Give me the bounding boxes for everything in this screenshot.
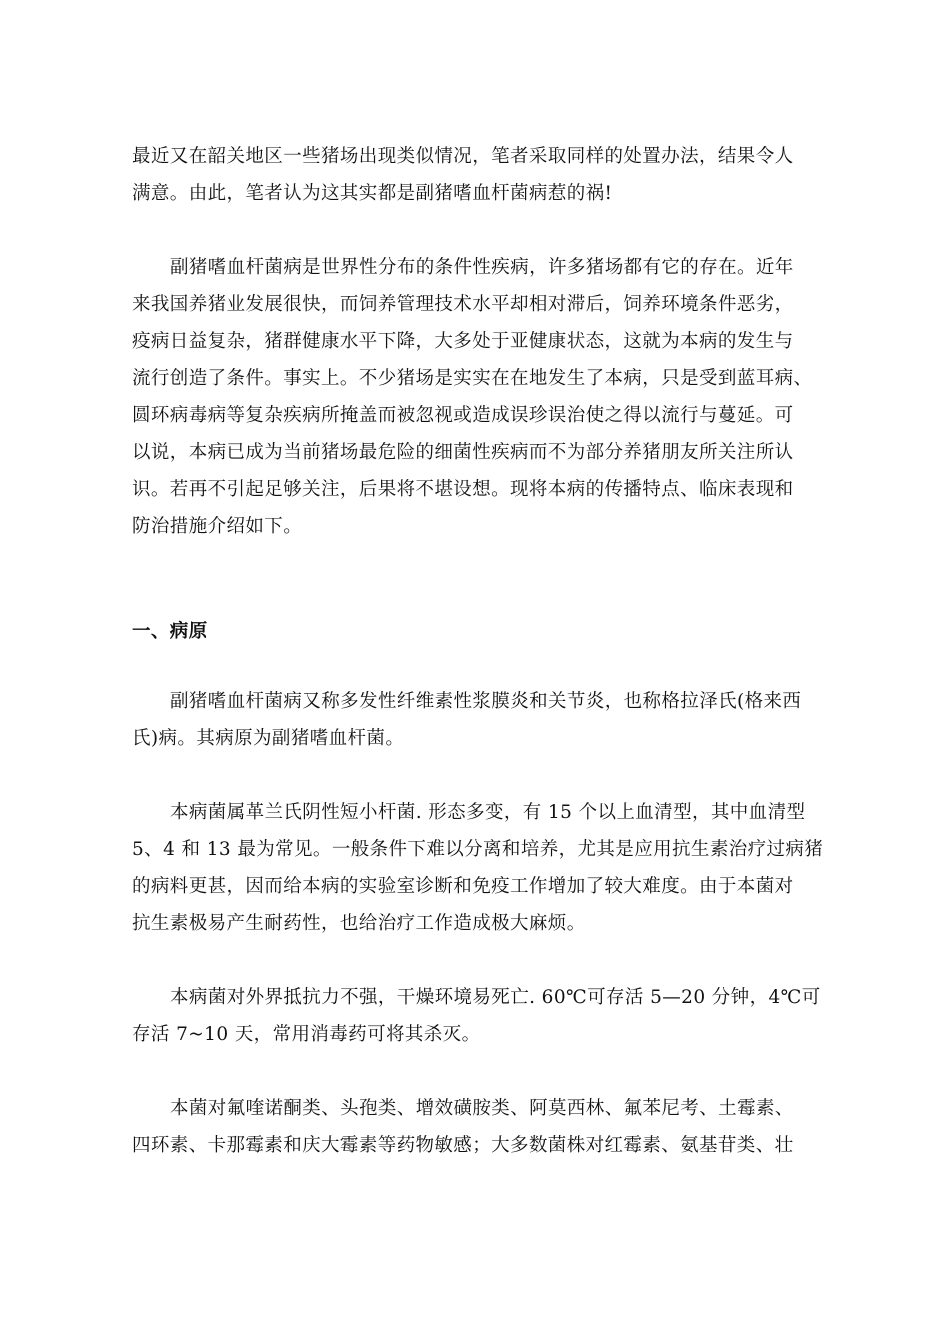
text-line: 本菌对氟喹诺酮类、头孢类、增效磺胺类、阿莫西林、氟苯尼考、土霉素、: [170, 1098, 794, 1119]
paragraph-bacteria: [132, 794, 832, 942]
text-line: 疫病日益复杂，猪群健康水平下降，大多处于亚健康状态，这就为本病的发生与: [132, 331, 794, 352]
paragraph-pathogen: [132, 683, 832, 757]
text-line: 抗生素极易产生耐药性，也给治疗工作造成极大麻烦。: [132, 913, 586, 934]
text-line: 圆环病毒病等复杂疾病所掩盖而被忽视或造成误珍误治使之得以流行与蔓延。可: [132, 405, 794, 426]
text-line: 存活 7~10 天，常用消毒药可将其杀灭。: [132, 1024, 481, 1045]
text-line: 以说，本病已成为当前猪场最危险的细菌性疾病而不为部分养猪朋友所关注所认: [132, 442, 794, 463]
paragraph-continuation: [132, 138, 832, 212]
paragraph-resistance: [132, 979, 832, 1053]
section-heading: [132, 613, 832, 650]
text-line: 四环素、卡那霉素和庆大霉素等药物敏感；大多数菌株对红霉素、氨基苷类、壮: [132, 1135, 794, 1156]
text-line: 来我国养猪业发展很快，而饲养管理技术水平却相对滞后，饲养环境条件恶劣，: [132, 294, 794, 315]
paragraph-intro: [132, 249, 832, 545]
text-line: 的病料更甚，因而给本病的实验室诊断和免疫工作增加了较大难度。由于本菌对: [132, 876, 794, 897]
text-line: 副猪嗜血杆菌病又称多发性纤维素性浆膜炎和关节炎，也称格拉泽氏(格来西: [170, 691, 802, 712]
text-line: 5、4 和 13 最为常见。一般条件下难以分离和培养，尤其是应用抗生素治疗过病猪: [132, 839, 824, 860]
text-line: 满意。由此，笔者认为这其实都是副猪嗜血杆菌病惹的祸!: [132, 183, 613, 204]
text-line: 本病菌属革兰氏阴性短小杆菌. 形态多变，有 15 个以上血清型，其中血清型: [170, 802, 806, 823]
text-line: 本病菌对外界抵抗力不强，干燥环境易死亡. 60℃可存活 5—20 分钟，4℃可: [170, 987, 821, 1008]
text-line: 副猪嗜血杆菌病是世界性分布的条件性疾病，许多猪场都有它的存在。近年: [170, 257, 794, 278]
heading-text: 一、病原: [132, 621, 208, 642]
text-line: 防治措施介绍如下。: [132, 516, 303, 537]
text-line: 流行创造了条件。事实上。不少猪场是实实在在地发生了本病，只是受到蓝耳病、: [132, 368, 813, 389]
text-line: 氏)病。其病原为副猪嗜血杆菌。: [132, 728, 405, 749]
text-line: 最近又在韶关地区一些猪场出现类似情况，笔者采取同样的处置办法，结果令人: [132, 146, 794, 167]
paragraph-drug-sensitivity: [132, 1090, 832, 1164]
text-line: 识。若再不引起足够关注，后果将不堪设想。现将本病的传播特点、临床表现和: [132, 479, 794, 500]
